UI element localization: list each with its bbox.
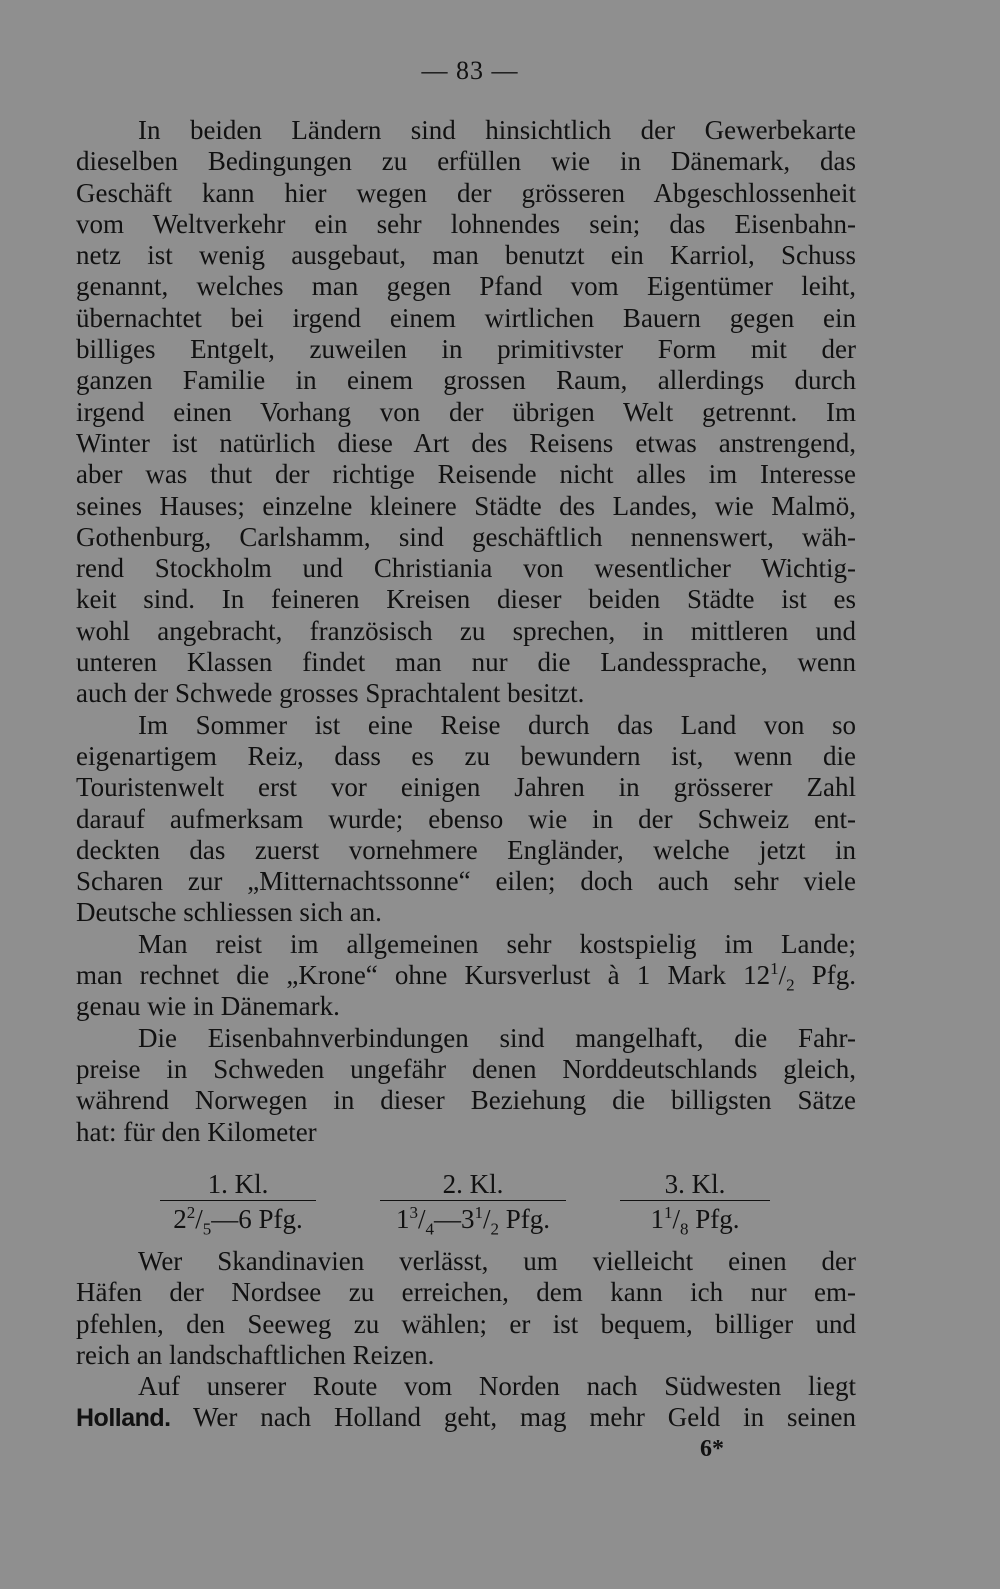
- text-line: aber was thut der richtige Reisende nicht alles im Interesse: [76, 459, 856, 490]
- text-line: übernachtet bei irgend einem wirtlichen Bauern gegen ein: [76, 302, 856, 333]
- text-line: keit sind. In feineren Kreisen dieser beiden Städte ist es: [76, 584, 856, 615]
- text-line: irgend einen Vorhang von der übrigen Welt getrennt. Im: [76, 396, 856, 427]
- text-line: rend Stockholm und Christiania von wesentlicher Wichtig-: [76, 553, 856, 584]
- text-line: Die Eisenbahnverbindungen sind mangelhaft, die Fahr-: [138, 1022, 856, 1053]
- text-line: eigenartigem Reiz, dass es zu bewundern ist, wenn die: [76, 740, 856, 771]
- text-line: pfehlen, den Seeweg zu wählen; er ist bequem, billiger und: [76, 1308, 856, 1339]
- fare-value: $2^2/_5—6$ Pfg.: [173, 1203, 303, 1239]
- fare-table: [160, 1168, 780, 1238]
- text-line: auch der Schwede grosses Sprachtalent besitzt.: [76, 678, 585, 709]
- text-line: Deutsche schliessen sich an.: [76, 897, 382, 928]
- text-line: billiges Entgelt, zuweilen in primitivster Form mit der: [76, 334, 856, 365]
- text-line: Winter ist natürlich diese Art des Reisens etwas anstrengend,: [76, 427, 856, 458]
- text-line: reich an landschaftlichen Reizen.: [76, 1339, 435, 1370]
- text-line: netz ist wenig ausgebaut, man benutzt ein Karriol, Schuss: [76, 240, 856, 271]
- text-line: Scharen zur „Mitternachtssonne“ eilen; doch auch sehr viele: [76, 866, 856, 897]
- text-line: genau wie in Dänemark.: [76, 991, 340, 1022]
- signature-mark: 6*: [700, 1436, 724, 1462]
- section-keyword: Holland.: [76, 1404, 171, 1433]
- text-line: deckten das zuerst vornehmere Engländer, welche jetzt in: [76, 834, 856, 865]
- text-line: seines Hauses; einzelne kleinere Städte des Landes, wie Malmö,: [76, 490, 856, 521]
- fare-column-header: 2. Kl.: [380, 1168, 566, 1201]
- text-line: Geschäft kann hier wegen der grösseren Abgeschlossenheit: [76, 177, 856, 208]
- text-line-holland: Holland. Wer nach Holland geht, mag mehr Geld in seinen: [76, 1402, 856, 1433]
- text-line: Touristenwelt erst vor einigen Jahren in grösserer Zahl: [76, 772, 856, 803]
- text-line: Häfen der Nordsee zu erreichen, dem kann ich nur em-: [76, 1277, 856, 1308]
- text-line: hat: für den Kilometer: [76, 1116, 317, 1147]
- text-line: Wer Skandinavien verlässt, um vielleicht einen der: [138, 1246, 856, 1276]
- fare-value: $1^3/_4—3^1/_2$ Pfg.: [395, 1203, 551, 1239]
- text-line: darauf aufmerksam wurde; ebenso wie in der Schweiz ent-: [76, 803, 856, 834]
- fare-column-first-class: [160, 1168, 316, 1239]
- text-line: während Norwegen in dieser Beziehung die billigsten Sätze: [76, 1085, 856, 1116]
- main-text: [76, 115, 856, 1148]
- text-line: dieselben Bedingungen zu erfüllen wie in Dänemark, das: [76, 146, 856, 177]
- lower-text: [76, 1246, 856, 1434]
- fare-column-header: 3. Kl.: [620, 1168, 770, 1201]
- text-line: wohl angebracht, französisch zu sprechen, in mittleren und: [76, 615, 856, 646]
- text-line: genannt, welches man gegen Pfand vom Eigentümer leiht,: [76, 271, 856, 302]
- text-line: Man reist im allgemeinen sehr kostspielig im Lande;: [138, 928, 856, 959]
- text-line: Im Sommer ist eine Reise durch das Land von so: [138, 709, 856, 740]
- text-line: In beiden Ländern sind hinsichtlich der Gewerbekarte: [138, 115, 856, 145]
- text-line: unteren Klassen findet man nur die Landessprache, wenn: [76, 647, 856, 678]
- text-line: Auf unserer Route vom Norden nach Südwesten liegt: [138, 1371, 856, 1402]
- fare-value: $1^1/_8$ Pfg.: [650, 1203, 740, 1239]
- fare-column-second-class: [380, 1168, 566, 1239]
- text-line: vom Weltverkehr ein sehr lohnendes sein; das Eisenbahn-: [76, 208, 856, 239]
- fare-column-third-class: [620, 1168, 770, 1239]
- page-number: — 83 —: [421, 56, 519, 85]
- fare-column-header: 1. Kl.: [160, 1168, 316, 1201]
- text-line-with-fraction: man rechnet die „Krone“ ohne Kursverlust à 1 Mark $12^1/_2$ Pfg.: [76, 959, 856, 995]
- text-line: Gothenburg, Carlshamm, sind geschäftlich nennenswert, wäh-: [76, 521, 856, 552]
- text-line: preise in Schweden ungefähr denen Norddeutschlands gleich,: [76, 1053, 856, 1084]
- text-line: ganzen Familie in einem grossen Raum, allerdings durch: [76, 365, 856, 396]
